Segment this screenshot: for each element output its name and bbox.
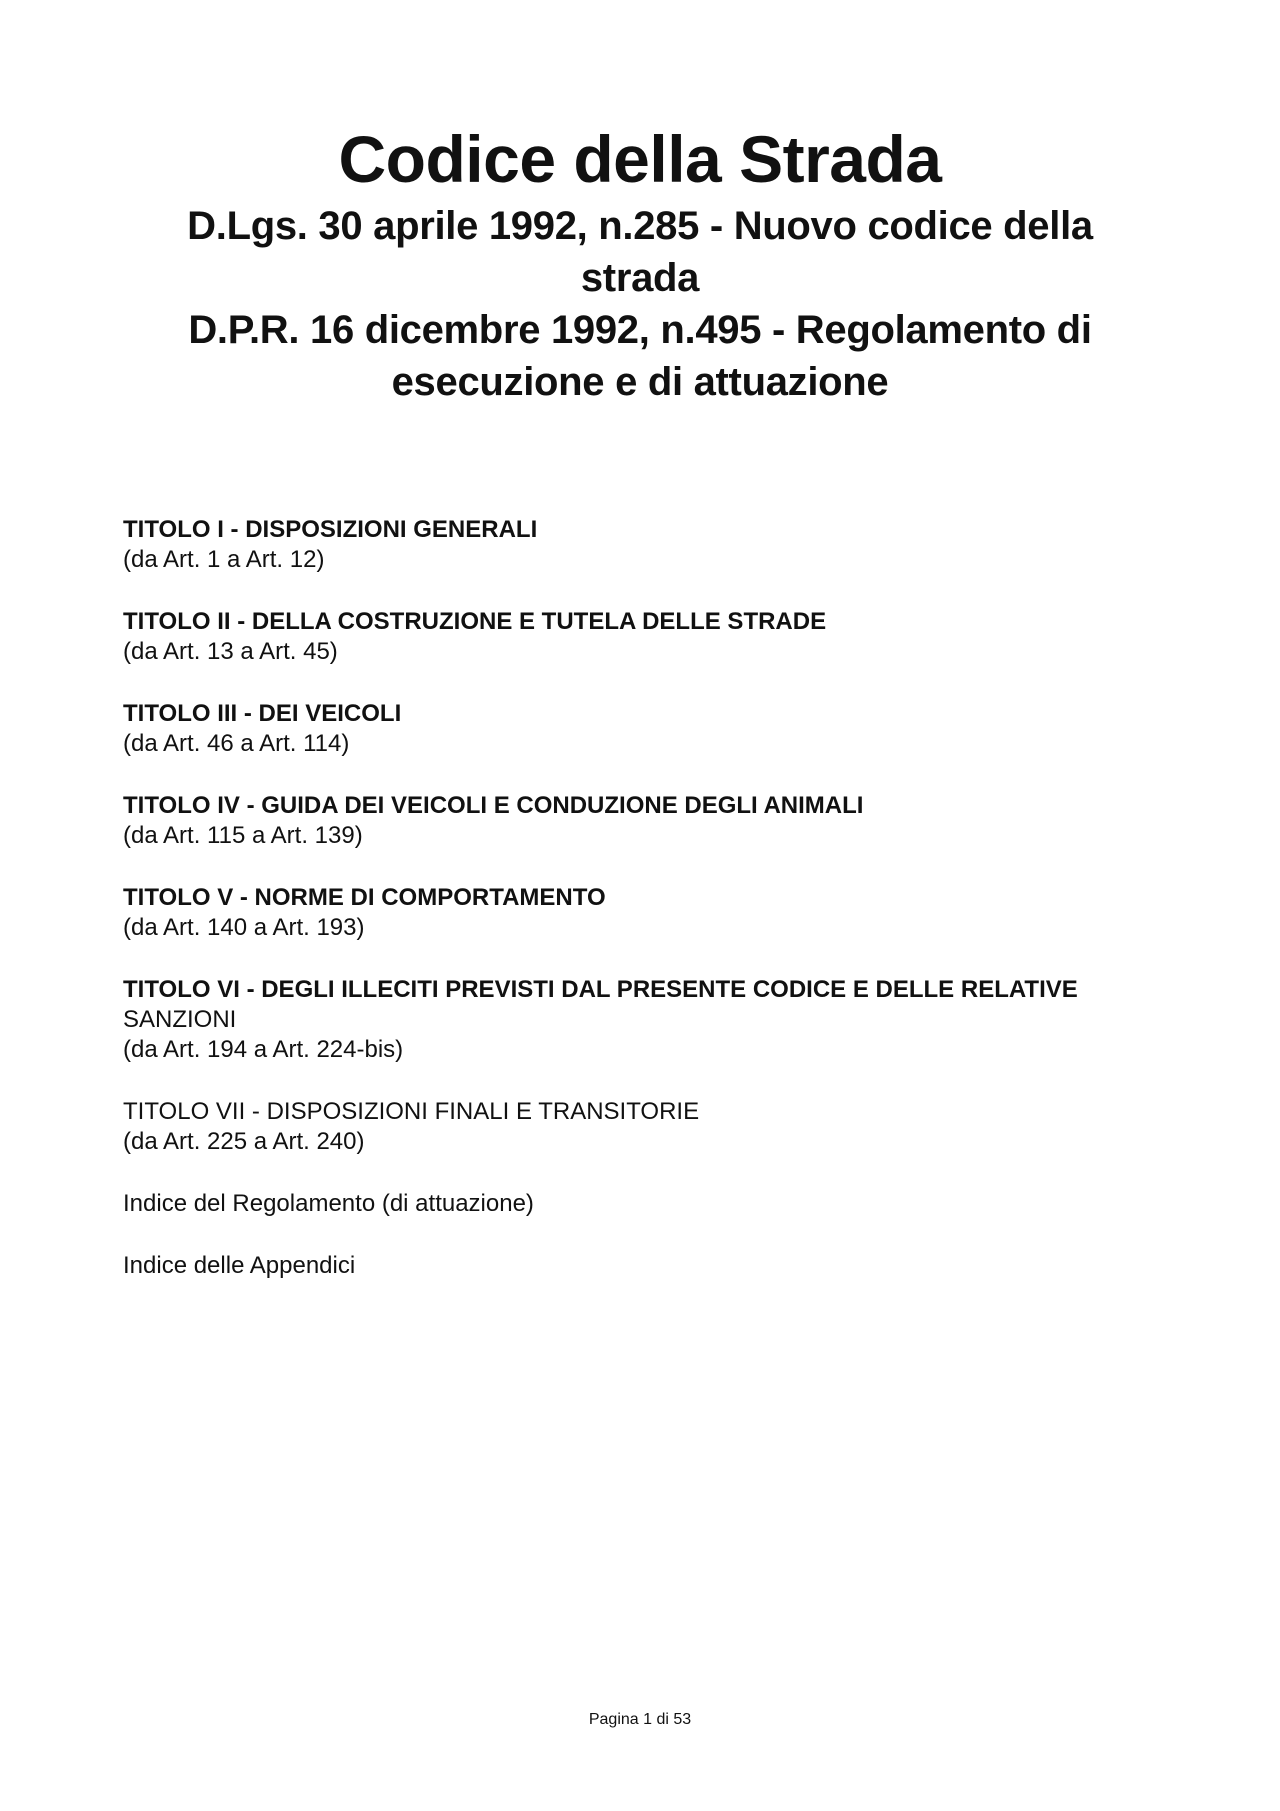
page-footer	[0, 1710, 1280, 1730]
subtitle-dpr-line-1: D.P.R. 16 dicembre 1992, n.495 - Regolamento di	[188, 308, 1092, 352]
toc-entry-titolo-6[interactable]	[123, 975, 1203, 1065]
toc-entry-range: (da Art. 115 a Art. 139)	[123, 822, 363, 849]
toc-entry-titolo-7[interactable]	[123, 1097, 1203, 1157]
toc-entry-range: (da Art. 13 a Art. 45)	[123, 638, 338, 665]
toc-entry-titolo-2[interactable]	[123, 607, 1203, 667]
toc-entry-titolo-4[interactable]	[123, 791, 1203, 851]
toc-entry-range: (da Art. 1 a Art. 12)	[123, 546, 325, 573]
toc-entry-range: (da Art. 46 a Art. 114)	[123, 730, 350, 757]
toc-entry-title[interactable]: TITOLO VI - DEGLI ILLECITI PREVISTI DAL PRESENTE CODICE E DELLE RELATIVE	[123, 976, 1078, 1003]
index-appendici-link[interactable]: Indice delle Appendici	[123, 1252, 356, 1279]
toc-entry-title[interactable]: TITOLO I - DISPOSIZIONI GENERALI	[123, 516, 538, 543]
table-of-contents	[123, 515, 1203, 1313]
toc-entry-title[interactable]: TITOLO II - DELLA COSTRUZIONE E TUTELA DELLE STRADE	[123, 608, 827, 635]
toc-entry-titolo-5[interactable]	[123, 883, 1203, 943]
toc-entry-title[interactable]: TITOLO V - NORME DI COMPORTAMENTO	[123, 884, 606, 911]
toc-entry-titolo-1[interactable]	[123, 515, 1203, 575]
toc-entry-range: (da Art. 140 a Art. 193)	[123, 914, 365, 941]
toc-entry-range: (da Art. 194 a Art. 224-bis)	[123, 1036, 404, 1063]
subtitle-dpr	[100, 304, 1180, 408]
toc-entry-title[interactable]: TITOLO III - DEI VEICOLI	[123, 700, 402, 727]
subtitle-dpr-line-2: esecuzione e di attuazione	[391, 360, 889, 404]
toc-entry-title[interactable]: TITOLO VII - DISPOSIZIONI FINALI E TRANSITORIE	[123, 1098, 700, 1125]
toc-entry-title-continuation[interactable]: SANZIONI	[123, 1006, 237, 1033]
subtitle-dlgs-line-1: D.Lgs. 30 aprile 1992, n.285 - Nuovo codice della	[187, 204, 1093, 248]
toc-entry-title[interactable]: TITOLO IV - GUIDA DEI VEICOLI E CONDUZIONE DEGLI ANIMALI	[123, 792, 864, 819]
page-number: Pagina 1 di 53	[588, 1711, 692, 1728]
document-header	[100, 118, 1180, 408]
page-title: Codice della Strada	[338, 122, 942, 196]
index-regolamento-link[interactable]: Indice del Regolamento (di attuazione)	[123, 1190, 534, 1217]
subtitle-dlgs	[100, 200, 1180, 304]
toc-entry-range: (da Art. 225 a Art. 240)	[123, 1128, 365, 1155]
toc-entry-titolo-3[interactable]	[123, 699, 1203, 759]
subtitle-dlgs-line-2: strada	[580, 256, 700, 300]
